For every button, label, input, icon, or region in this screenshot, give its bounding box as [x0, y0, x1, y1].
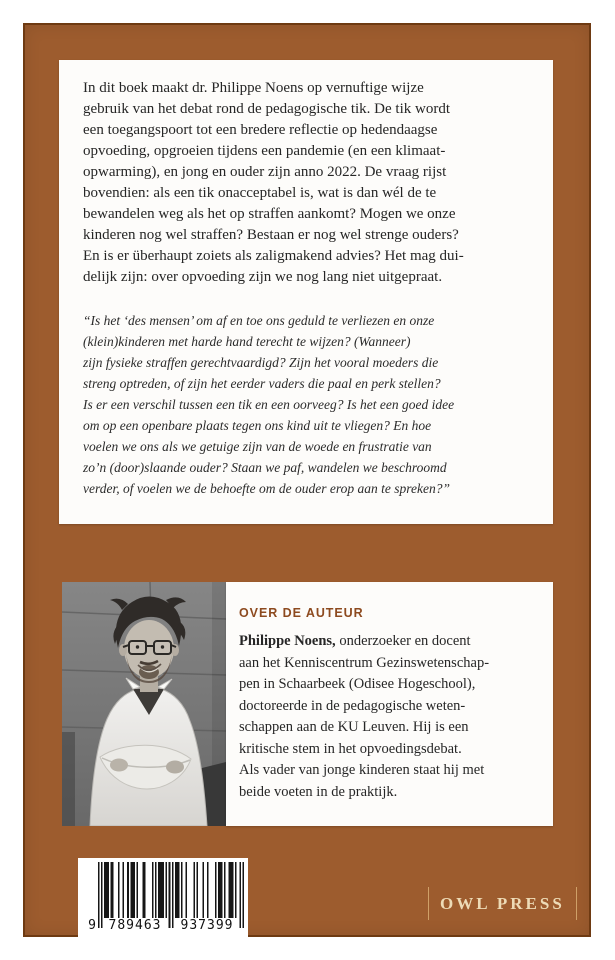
- synopsis-line: opvoeding, opgroeien tijdens een pandemie (en een klimaat-: [83, 143, 446, 159]
- synopsis-line: bewandelen weg als het op straffen aankomt? Mogen we onze: [83, 206, 456, 222]
- synopsis-line: kinderen nog wel straffen? Bestaan er nog wel strenge ouders?: [83, 227, 459, 243]
- barcode: [78, 858, 248, 937]
- quote-line: “Is het ‘des mensen’ om af en toe ons geduld te verliezen en onze: [83, 313, 435, 328]
- quote-line: om op een openbare plaats tegen ons kind uit te vliegen? En hoe: [83, 418, 432, 433]
- barcode-digits-left: 789463: [108, 918, 162, 933]
- quote-line: zijn fysieke straffen gerechtvaardigd? Zijn het vooral moeders die: [83, 355, 439, 370]
- author-photo: [62, 582, 226, 826]
- quote-line: streng optreden, of zijn het eerder vaders die paal en perk stellen?: [83, 376, 441, 391]
- author-bio-line: Als vader van jonge kinderen staat hij met: [239, 762, 485, 778]
- synopsis-paragraph: [83, 78, 531, 288]
- quote-line: voelen we ons als we getuige zijn van de woede en frustratie van: [83, 439, 432, 454]
- quote-line: (klein)kinderen met harde hand terecht te wijzen? (Wanneer): [83, 334, 411, 349]
- synopsis-line: In dit boek maakt dr. Philippe Noens op vernuftige wijze: [83, 80, 424, 96]
- synopsis-line: opwarming), en jong en ouder zijn anno 2022. De vraag rijst: [83, 164, 447, 180]
- author-bio-line: beide voeten in de praktijk.: [239, 783, 398, 800]
- synopsis-line: delijk zijn: over opvoeding zijn we nog lang niet uitgepraat.: [83, 269, 443, 285]
- synopsis-line: gebruik van het debat rond de pedagogische tik. De tik wordt: [83, 101, 450, 117]
- author-bio: [239, 631, 545, 803]
- publisher-logo: [428, 887, 577, 920]
- author-bio-line: doctoreerde in de pedagogische weten-: [239, 697, 466, 714]
- barcode-digit-prefix: 9: [88, 918, 96, 933]
- synopsis-line: bovendien: als een tik onacceptabel is, wat is dan wél de te: [83, 185, 437, 201]
- about-author-heading: OVER DE AUTEUR: [239, 605, 364, 620]
- synopsis-line: een toegangspoort tot een bredere reflectie op hedendaagse: [83, 122, 438, 138]
- book-cover: [23, 23, 591, 937]
- barcode-digits-right: 937399: [180, 918, 234, 933]
- synopsis-panel: [59, 60, 553, 524]
- author-panel: [226, 582, 553, 826]
- author-bio-line: Philippe Noens, onderzoeker en docent: [239, 633, 471, 649]
- publisher-name: OWL PRESS: [440, 893, 565, 913]
- author-bio-line: schappen aan de KU Leuven. Hij is een: [239, 719, 469, 735]
- author-bio-line: kritische stem in het opvoedingsdebat.: [239, 740, 462, 757]
- quote-line: Is er een verschil tussen een tik en een oorveeg? Is het een goed idee: [83, 397, 455, 412]
- author-bio-line: aan het Kenniscentrum Gezinswetenschap-: [239, 654, 490, 671]
- author-name: Philippe Noens,: [239, 633, 336, 649]
- synopsis-line: En is er überhaupt zoiets als zaligmakend advies? Het mag dui-: [83, 248, 464, 264]
- quote-paragraph: [83, 310, 531, 499]
- quote-line: verder, of voelen we de behoefte om de ouder erop aan te spreken?”: [83, 481, 451, 496]
- author-bio-line: pen in Schaarbeek (Odisee Hogeschool),: [239, 676, 476, 692]
- quote-line: zo’n (door)slaande ouder? Staan we paf, wandelen we beschroomd: [83, 460, 447, 475]
